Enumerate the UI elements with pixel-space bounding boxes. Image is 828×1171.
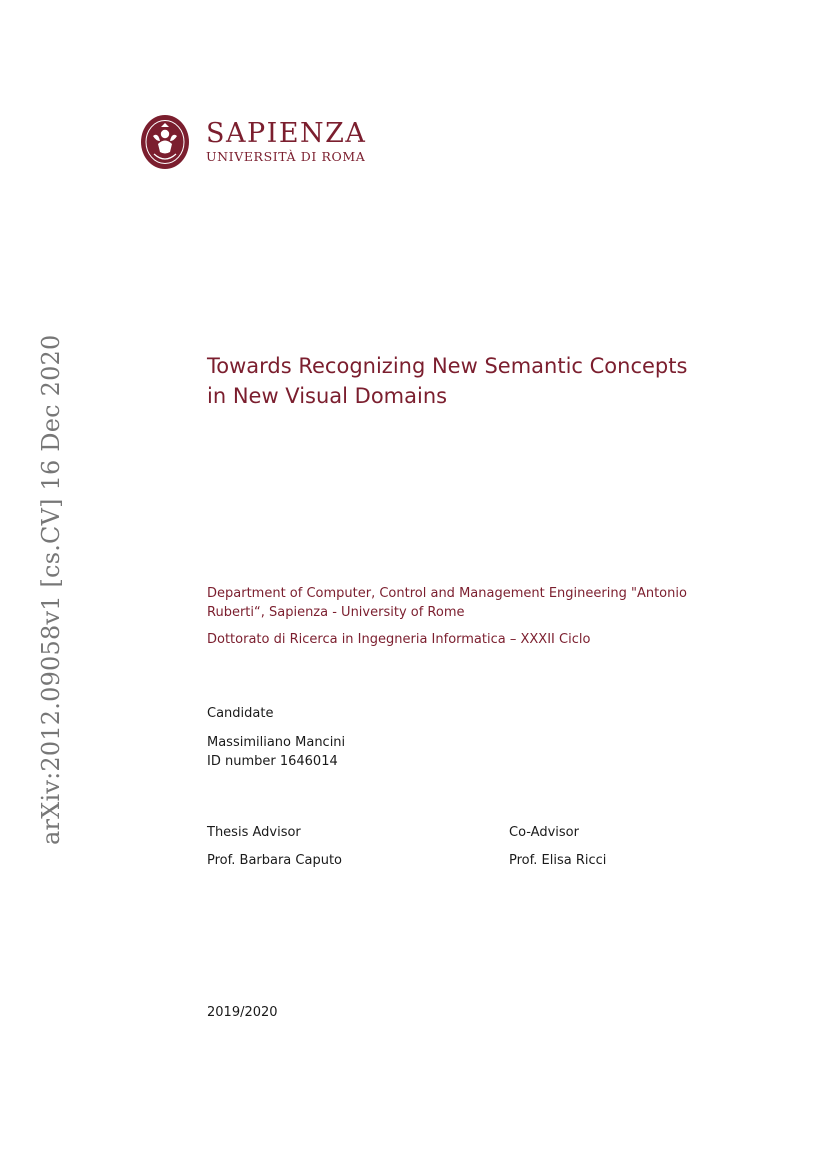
university-logo [140, 114, 366, 170]
arxiv-stamp: arXiv:2012.09058v1 [cs.CV] 16 Dec 2020 [37, 334, 65, 845]
advisor-block [207, 823, 342, 870]
department-block [207, 584, 687, 649]
co-advisor-block [509, 823, 606, 870]
sapienza-seal-icon [140, 114, 190, 170]
advisor-name: Prof. Barbara Caputo [207, 853, 342, 868]
thesis-title: Towards Recognizing New Semantic Concepts in New Visual Domains [207, 354, 688, 408]
advisor-label: Thesis Advisor [207, 825, 301, 840]
phd-program: Dottorato di Ricerca in Ingegneria Informatica – XXXII Ciclo [207, 632, 591, 647]
candidate-block [207, 704, 345, 771]
university-subtitle: UNIVERSITÀ DI ROMA [206, 148, 366, 164]
department-name: Department of Computer, Control and Management Engineering "Antonio Ruberti“, Sapienza - University of Rome [207, 586, 687, 620]
academic-year: 2019/2020 [207, 1005, 278, 1020]
co-advisor-label: Co-Advisor [509, 825, 579, 840]
university-name: SAPIENZA [206, 117, 367, 149]
candidate-id: ID number 1646014 [207, 754, 338, 769]
candidate-name: Massimiliano Mancini [207, 735, 346, 750]
co-advisor-name: Prof. Elisa Ricci [509, 853, 607, 868]
candidate-label: Candidate [207, 706, 274, 721]
